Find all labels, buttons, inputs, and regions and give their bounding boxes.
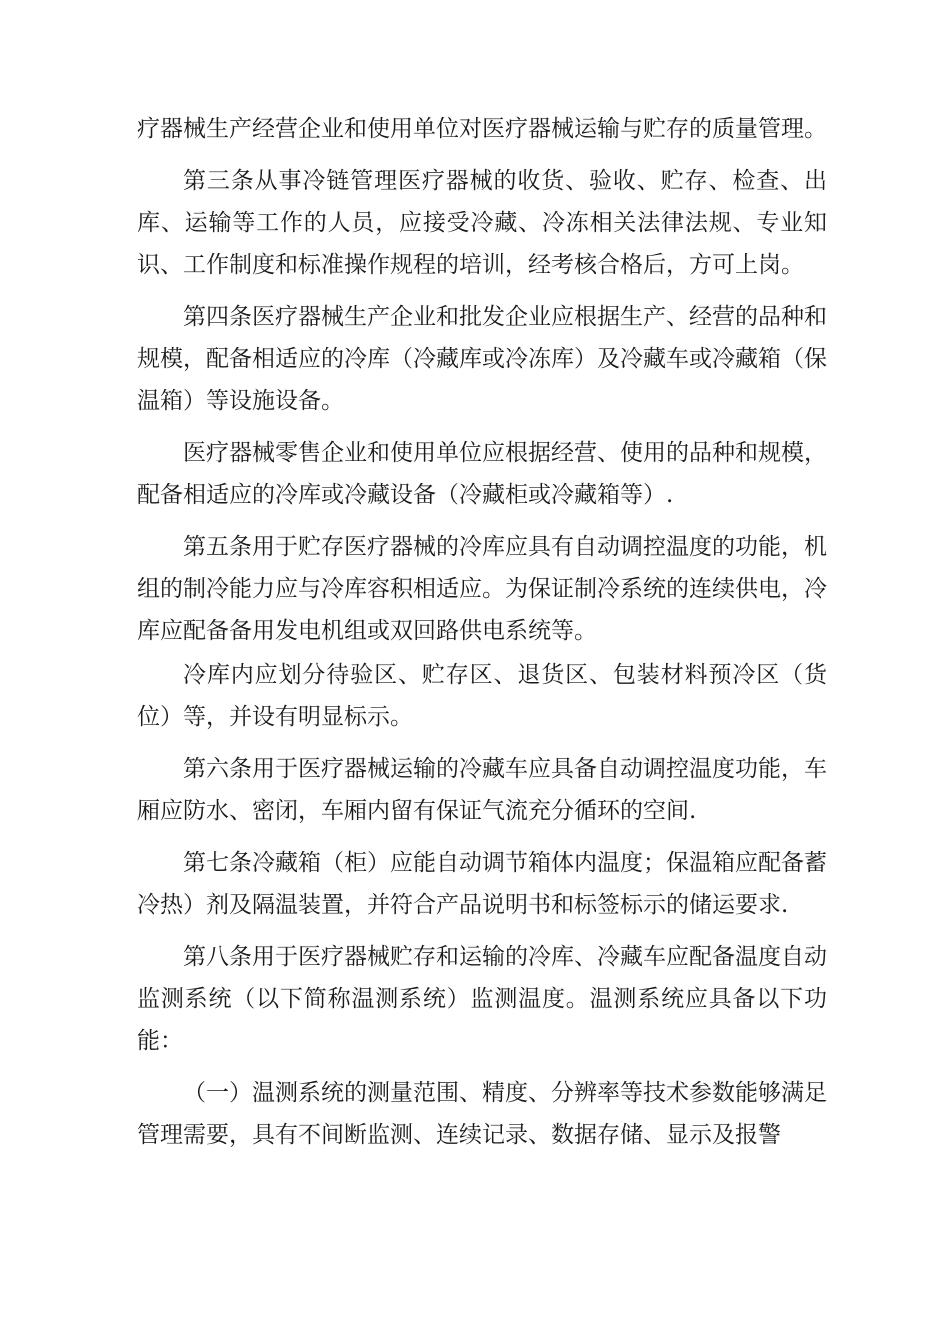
document-body — [137, 108, 827, 1156]
paragraph-article-4: 第四条医疗器械生产企业和批发企业应根据生产、经营的品种和规模，配备相适应的冷库（冷藏库或冷冻库）及冷藏车或冷藏箱（保温箱）等设施设备。 — [137, 304, 827, 414]
paragraph-item-1: （一）温测系统的测量范围、精度、分辨率等技术参数能够满足管理需要，具有不间断监测、连续记录、数据存储、显示及报警 — [137, 1080, 827, 1148]
paragraph-article-7: 第七条冷藏箱（柜）应能自动调节箱体内温度；保温箱应配备蓄冷热）剂及隔温装置，并符合产品说明书和标签标示的储运要求. — [137, 850, 827, 918]
paragraph-article-6: 第六条用于医疗器械运输的冷藏车应具备自动调控温度功能，车厢应防水、密闭，车厢内留有保证气流充分循环的空间. — [137, 756, 827, 824]
paragraph-retail-storage: 医疗器械零售企业和使用单位应根据经营、使用的品种和规模，配备相适应的冷库或冷藏设备（冷藏柜或冷藏箱等）. — [137, 440, 827, 508]
paragraph-article-8: 第八条用于医疗器械贮存和运输的冷库、冷藏车应配备温度自动监测系统（以下简称温测系统）监测温度。温测系统应具备以下功能： — [137, 944, 827, 1054]
paragraph-article-5: 第五条用于贮存医疗器械的冷库应具有自动调控温度的功能，机组的制冷能力应与冷库容积相适应。为保证制冷系统的连续供电，冷库应配备备用发电机组或双回路供电系统等。 — [137, 534, 827, 644]
paragraph-cold-storage-zones: 冷库内应划分待验区、贮存区、退货区、包装材料预冷区（货位）等，并设有明显标示。 — [137, 662, 827, 730]
paragraph-continuation: 疗器械生产经营企业和使用单位对医疗器械运输与贮存的质量管理。 — [137, 116, 827, 142]
paragraph-article-3: 第三条从事冷链管理医疗器械的收货、验收、贮存、检查、出库、运输等工作的人员，应接受冷藏、冷冻相关法律法规、专业知识、工作制度和标准操作规程的培训，经考核合格后，方可上岗。 — [137, 168, 827, 278]
